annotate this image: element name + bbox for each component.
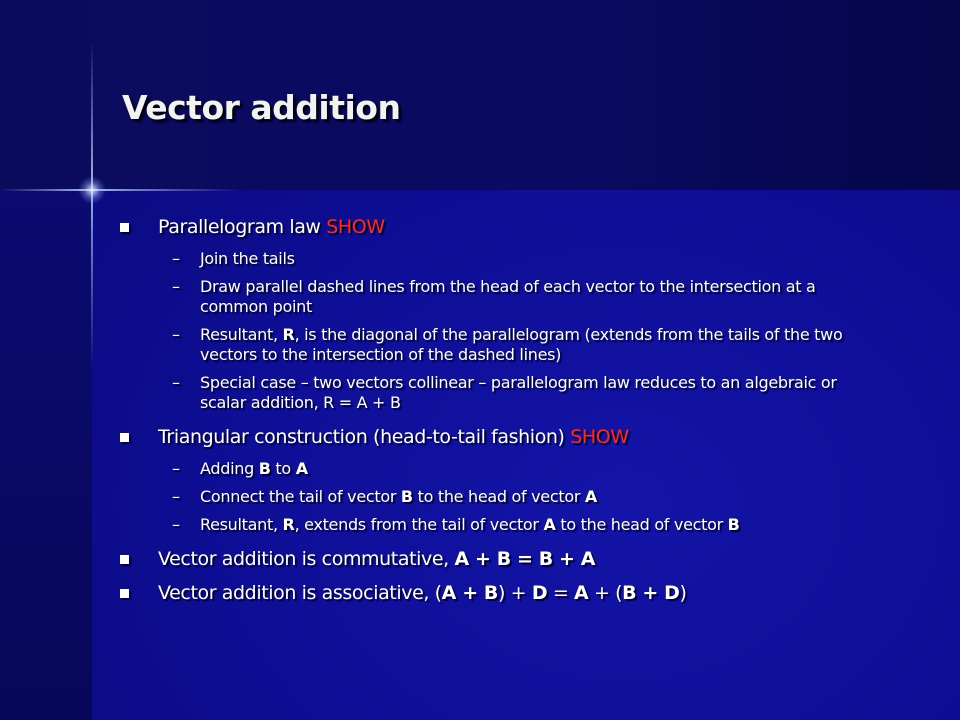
bullet-text: Vector addition is associative, [158,582,430,604]
bullet-triangular-construction [120,425,920,449]
equation-part: = [547,582,575,604]
dash-marker: – [172,487,180,506]
sub-text: Special case – two vectors collinear – parallelogram law reduces to an algebraic or scalar addition, R = A + B [200,373,837,412]
dash-marker: – [172,249,180,268]
sub-text: to the head of vector [417,487,581,506]
dash-marker: – [172,515,180,534]
vector-symbol: B [400,487,413,506]
sub-text: Resultant, [200,515,278,534]
dash-marker: – [172,277,180,296]
equation-part: + ( [588,582,623,604]
sub-text: Resultant, [200,325,278,344]
sub-text: Connect the tail of vector [200,487,397,506]
sub-item [120,487,880,507]
bullet-square-icon [120,223,129,232]
vector-symbol: B [258,459,271,478]
sub-item [120,515,880,535]
bullet-text: Triangular construction (head-to-tail fashion) [158,426,565,448]
slide-content [120,215,920,615]
show-link[interactable]: SHOW [326,216,385,238]
sub-text: to [275,459,291,478]
light-flare-vertical [91,40,93,370]
slide-title: Vector addition [122,88,401,127]
sub-item [120,373,880,413]
bullet-text: Parallelogram law [158,216,321,238]
sub-text: , extends from the tail of vector [294,515,539,534]
equation-part: ) + [498,582,532,604]
dash-marker: – [172,373,180,392]
bullet-associative [120,581,920,605]
sub-item [120,249,880,269]
sub-text: Join the tails [200,249,295,268]
show-link[interactable]: SHOW [570,426,629,448]
vector-symbol: A [543,515,556,534]
light-flare-icon [78,176,106,204]
sub-text: Adding [200,459,254,478]
equation-commutative: A + B = B + A [454,548,596,570]
sub-text: to the head of vector [560,515,723,534]
equation-bold: A [574,582,589,604]
equation-bold: D [531,582,548,604]
equation-part: ( [434,582,442,604]
sub-item [120,277,880,317]
vector-symbol: R [282,325,295,344]
bullet-square-icon [120,555,129,564]
left-band [0,190,92,720]
vector-symbol: R [282,515,295,534]
sub-item [120,459,880,479]
sub-text: Draw parallel dashed lines from the head of each vector to the intersection at a common point [200,277,816,316]
dash-marker: – [172,459,180,478]
bullet-commutative [120,547,920,571]
bullet-square-icon [120,433,129,442]
bullet-text: Vector addition is commutative, [158,548,449,570]
dash-marker: – [172,325,180,344]
vector-symbol: A [295,459,308,478]
vector-symbol: B [727,515,740,534]
vector-symbol: A [584,487,597,506]
equation-part: ) [679,582,687,604]
bullet-square-icon [120,589,129,598]
bullet-parallelogram-law [120,215,920,239]
light-flare-horizontal [0,189,240,191]
sub-text: , is the diagonal of the parallelogram (extends from the tails of the two vectors to the intersection of the dashed lines) [200,325,843,364]
sub-item [120,325,880,365]
equation-bold: B + D [622,582,680,604]
equation-bold: A + B [441,582,499,604]
